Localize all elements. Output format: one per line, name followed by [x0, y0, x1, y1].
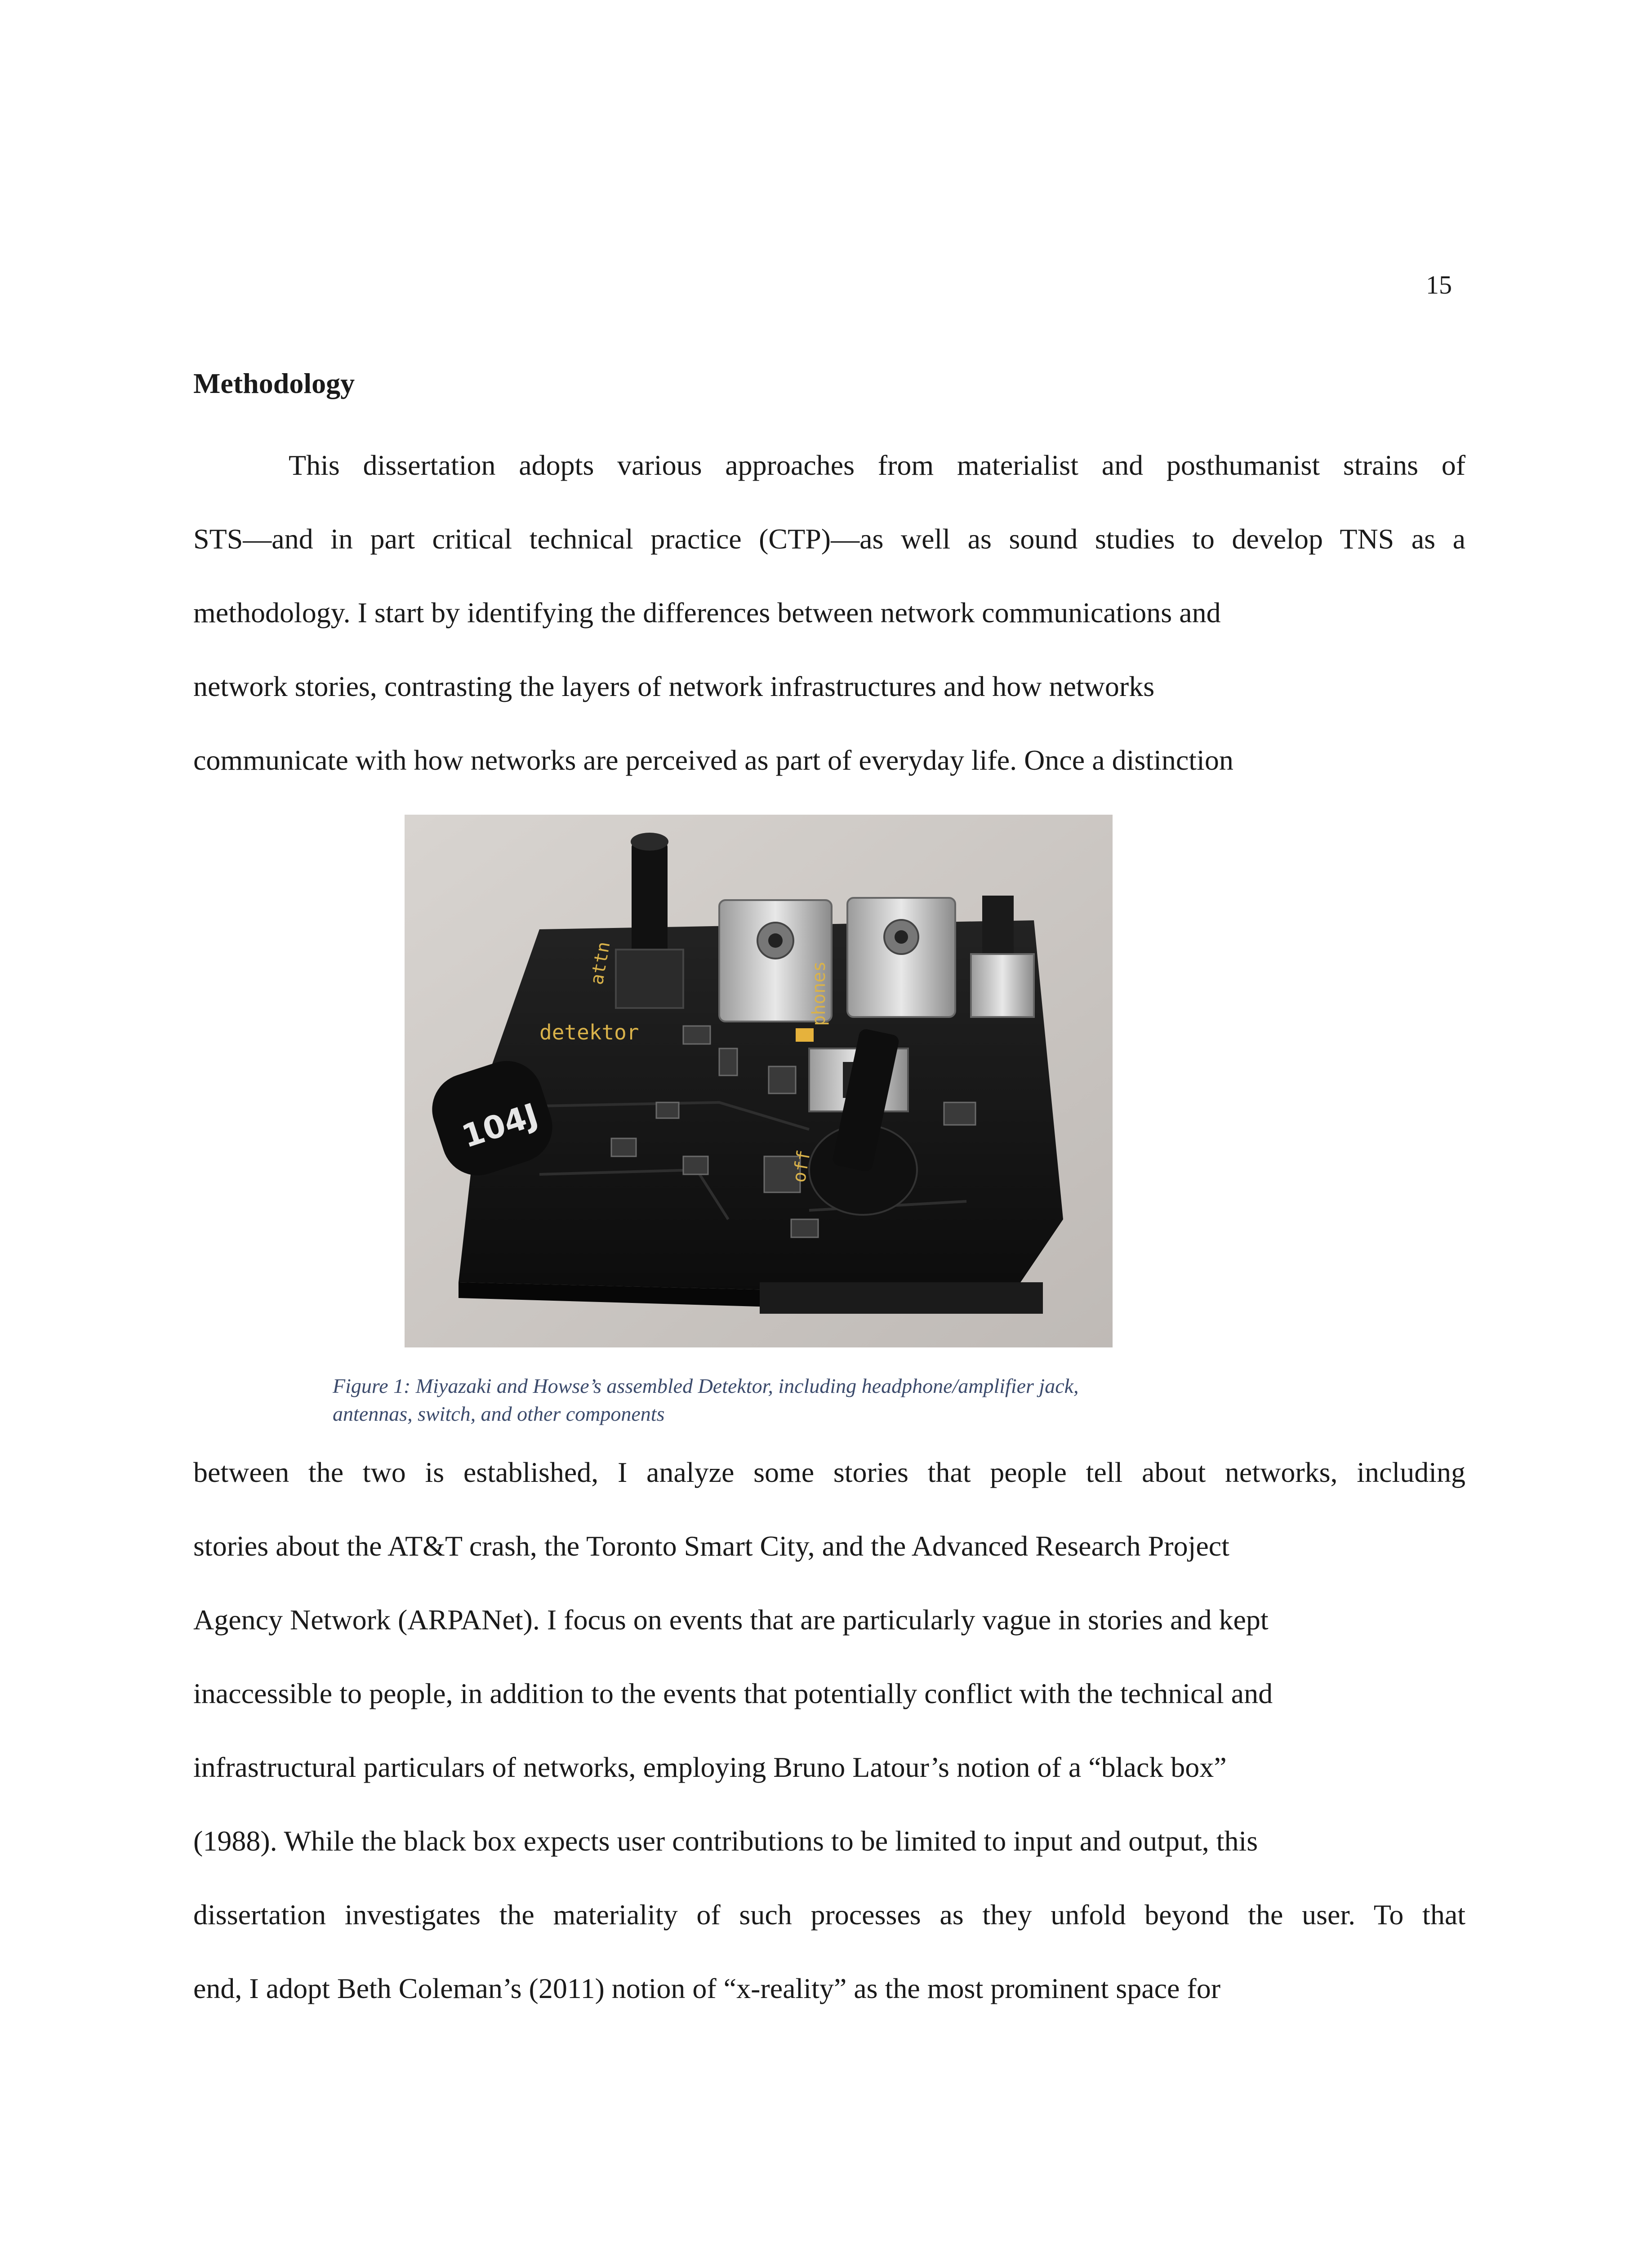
text-line: end, I adopt Beth Coleman’s (2011) notion of “x-reality” as the most prominent space for: [193, 1972, 1221, 2004]
text-line: inaccessible to people, in addition to the events that potentially conflict with the technical and: [193, 1677, 1273, 1709]
text-line: network stories, contrasting the layers of network infrastructures and how networks: [193, 670, 1155, 702]
text-line: infrastructural particulars of networks, employing Bruno Latour’s notion of a “black box”: [193, 1751, 1227, 1783]
caption-line: antennas, switch, and other components: [333, 1402, 665, 1425]
text-line: (1988). While the black box expects user contributions to be limited to input and output, this: [193, 1825, 1258, 1857]
svg-text:off: off: [788, 1148, 815, 1184]
text-line: dissertation investigates the materiality of such processes as they unfold beyond the user. To that: [193, 1899, 1465, 1931]
figure-caption: [333, 1372, 1277, 1428]
text-line: This dissertation adopts various approaches from materialist and posthumanist strains of: [289, 449, 1465, 481]
text-line: between the two is established, I analyze some stories that people tell about networks, including: [193, 1456, 1465, 1488]
paragraph-2: [193, 1450, 1465, 2040]
text-line: stories about the AT&T crash, the Toronto Smart City, and the Advanced Research Project: [193, 1530, 1229, 1562]
svg-text:attn: attn: [586, 940, 614, 986]
text-line: STS—and in part critical technical practice (CTP)—as well as sound studies to develop TNS as a: [193, 523, 1465, 555]
caption-line: Figure 1: Miyazaki and Howse’s assembled Detektor, including headphone/amplifier jack,: [333, 1374, 1079, 1397]
figure-image: [405, 815, 1113, 1347]
svg-text:detektor: detektor: [539, 1020, 639, 1044]
section-heading: Methodology: [193, 367, 355, 399]
text-line: Agency Network (ARPANet). I focus on events that are particularly vague in stories and kept: [193, 1604, 1269, 1636]
svg-text:phones: phones: [809, 961, 829, 1026]
svg-text:104J: 104J: [457, 1096, 543, 1155]
text-line: communicate with how networks are perceived as part of everyday life. Once a distinction: [193, 744, 1233, 776]
text-line: methodology. I start by identifying the differences between network communications and: [193, 597, 1221, 629]
detektor-board-illustration: [405, 815, 1113, 1347]
audio-jack-right: [847, 898, 955, 1017]
paragraph-1: [193, 443, 1465, 812]
page-number: 15: [1426, 270, 1452, 299]
